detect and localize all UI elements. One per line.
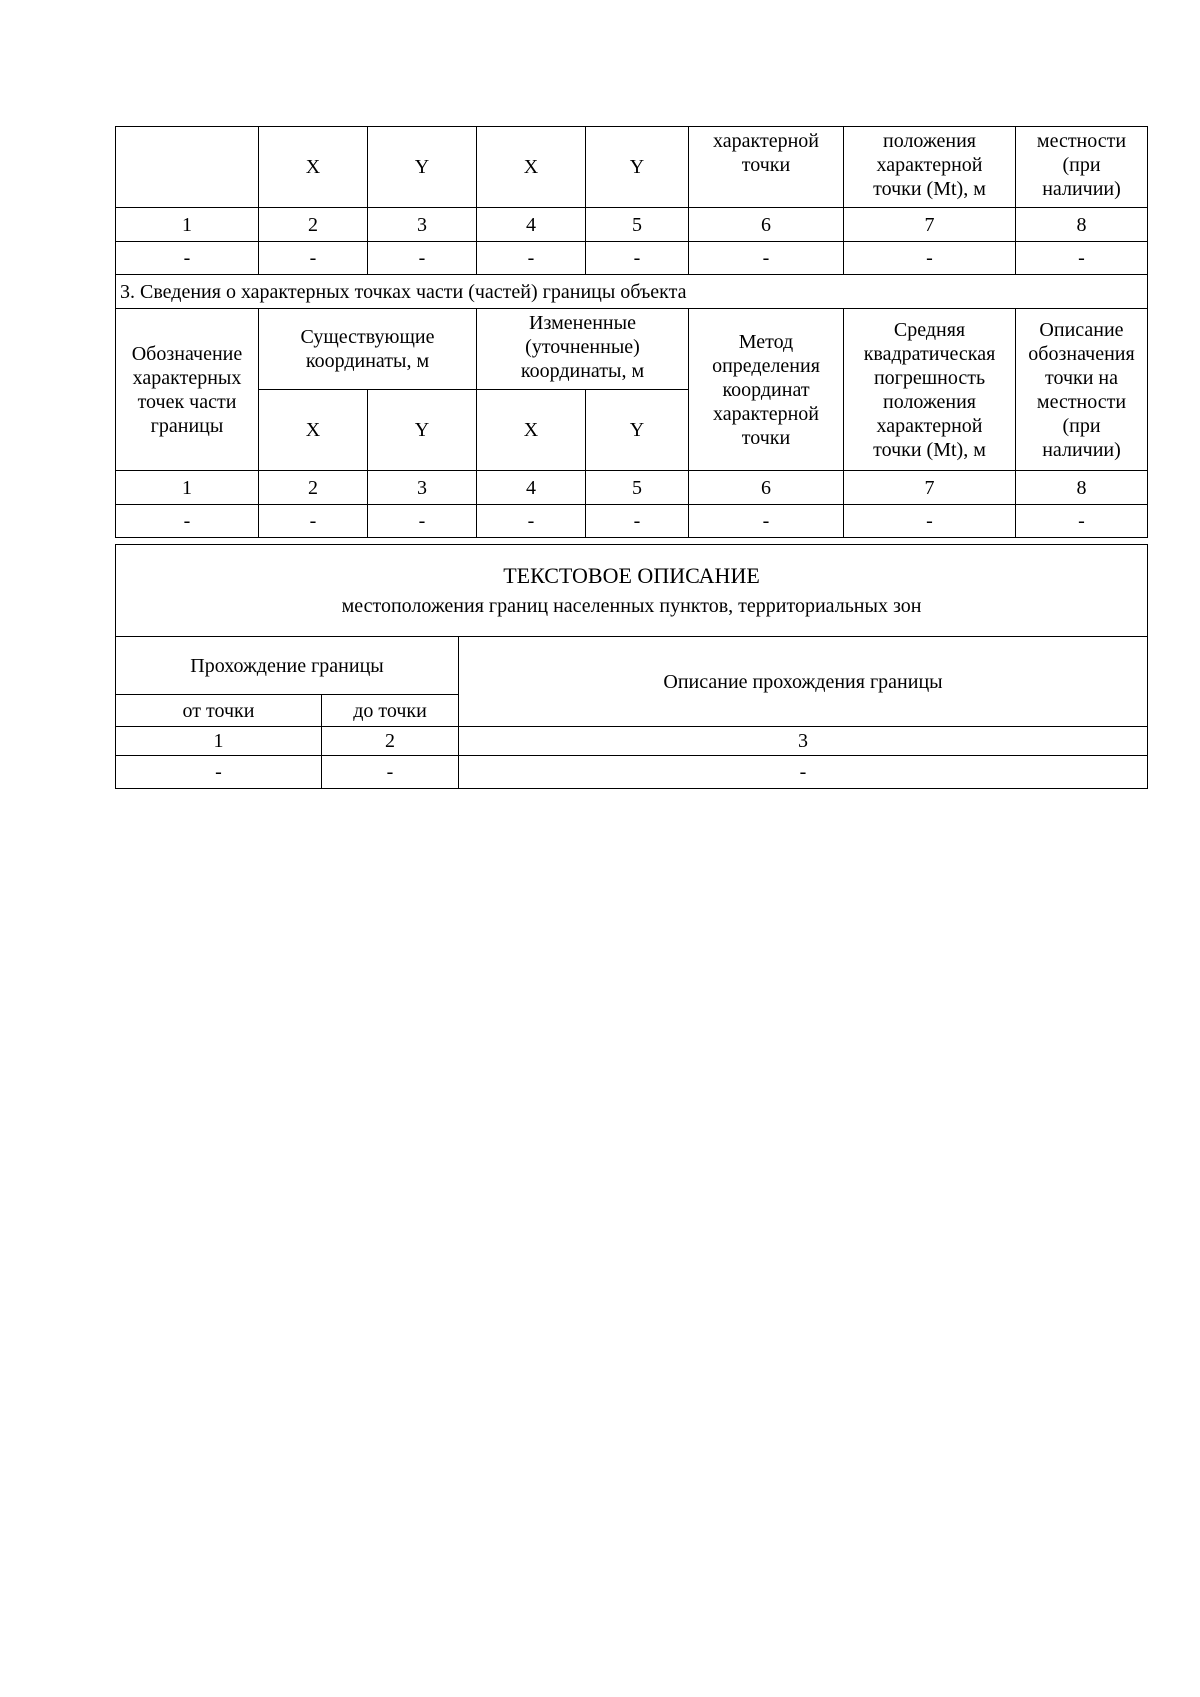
col-number: 5 xyxy=(586,208,689,242)
table-cell: - xyxy=(116,505,259,538)
table-cell: - xyxy=(322,756,459,789)
table-cell: - xyxy=(116,756,322,789)
header-y-changed: Y xyxy=(586,390,689,471)
header-point-description: Описание обозначения точки на местности (при наличии) xyxy=(1016,309,1148,471)
text-description-title xyxy=(116,545,1148,637)
col-number: 8 xyxy=(1016,471,1148,505)
table-cell: - xyxy=(368,505,477,538)
header-method-cont: характерной точки xyxy=(689,127,844,208)
header-y-changed: Y xyxy=(586,127,689,208)
column-numbering-row xyxy=(116,471,1148,505)
header-error-cont: положения характерной точки (Mt), м xyxy=(844,127,1016,208)
header-boundary-passage: Прохождение границы xyxy=(116,637,459,695)
col-number: 1 xyxy=(116,471,259,505)
header-from-point: от точки xyxy=(116,695,322,727)
header-to-point: до точки xyxy=(322,695,459,727)
header-x-existing: X xyxy=(259,127,368,208)
header-existing-coordinates: Существующие координаты, м xyxy=(259,309,477,390)
col-number: 4 xyxy=(477,208,586,242)
table-cell: - xyxy=(1016,242,1148,275)
column-numbering-row xyxy=(116,727,1148,756)
col-number: 6 xyxy=(689,471,844,505)
table-cell: - xyxy=(459,756,1148,789)
header-designation: Обозначение характерных точек части границы xyxy=(116,309,259,471)
header-x-existing: X xyxy=(259,390,368,471)
col-number: 6 xyxy=(689,208,844,242)
col-number: 8 xyxy=(1016,208,1148,242)
column-numbering-row xyxy=(116,208,1148,242)
header-changed-coordinates: Измененные (уточненные) координаты, м xyxy=(477,309,689,390)
table-cell: - xyxy=(477,242,586,275)
table-row xyxy=(116,242,1148,275)
passage-header-row xyxy=(116,637,1148,695)
table-cell: - xyxy=(586,242,689,275)
header-mean-square-error: Средняя квадратическая погрешность положения характерной точки (Mt), м xyxy=(844,309,1016,471)
table-row xyxy=(116,756,1148,789)
col-number: 7 xyxy=(844,208,1016,242)
col-number: 2 xyxy=(259,471,368,505)
section-title-row xyxy=(116,275,1148,309)
header-designation-cont xyxy=(116,127,259,208)
col-number: 4 xyxy=(477,471,586,505)
table-cell: - xyxy=(844,505,1016,538)
table-row xyxy=(116,505,1148,538)
header-x-changed: X xyxy=(477,127,586,208)
header-passage-description: Описание прохождения границы xyxy=(459,637,1148,727)
col-number: 2 xyxy=(322,727,459,756)
col-number: 5 xyxy=(586,471,689,505)
header-method: Метод определения координат характерной точки xyxy=(689,309,844,471)
header-y-existing: Y xyxy=(368,390,477,471)
table-cell: - xyxy=(586,505,689,538)
table-cell: - xyxy=(844,242,1016,275)
col-number: 3 xyxy=(368,208,477,242)
table-cell: - xyxy=(116,242,259,275)
col-number: 3 xyxy=(459,727,1148,756)
table-cell: - xyxy=(689,242,844,275)
table-cell: - xyxy=(1016,505,1148,538)
section-3-title: 3. Сведения о характерных точках части (частей) границы объекта xyxy=(116,275,1148,309)
header-y-existing: Y xyxy=(368,127,477,208)
boundary-points-table xyxy=(115,126,1148,538)
table-cell: - xyxy=(477,505,586,538)
header-row-1 xyxy=(116,309,1148,390)
col-number: 7 xyxy=(844,471,1016,505)
description-title-row xyxy=(116,545,1148,637)
col-number: 1 xyxy=(116,208,259,242)
text-description-table xyxy=(115,544,1148,789)
header-description-cont: местности (при наличии) xyxy=(1016,127,1148,208)
table-cell: - xyxy=(259,242,368,275)
col-number: 2 xyxy=(259,208,368,242)
table-cell: - xyxy=(368,242,477,275)
table-cell: - xyxy=(259,505,368,538)
header-x-changed: X xyxy=(477,390,586,471)
table-cell: - xyxy=(689,505,844,538)
col-number: 3 xyxy=(368,471,477,505)
continued-header-row xyxy=(116,127,1148,208)
document-title: ТЕКСТОВОЕ ОПИСАНИЕ xyxy=(503,563,760,589)
col-number: 1 xyxy=(116,727,322,756)
document-subtitle: местоположения границ населенных пунктов, территориальных зон xyxy=(341,594,922,617)
